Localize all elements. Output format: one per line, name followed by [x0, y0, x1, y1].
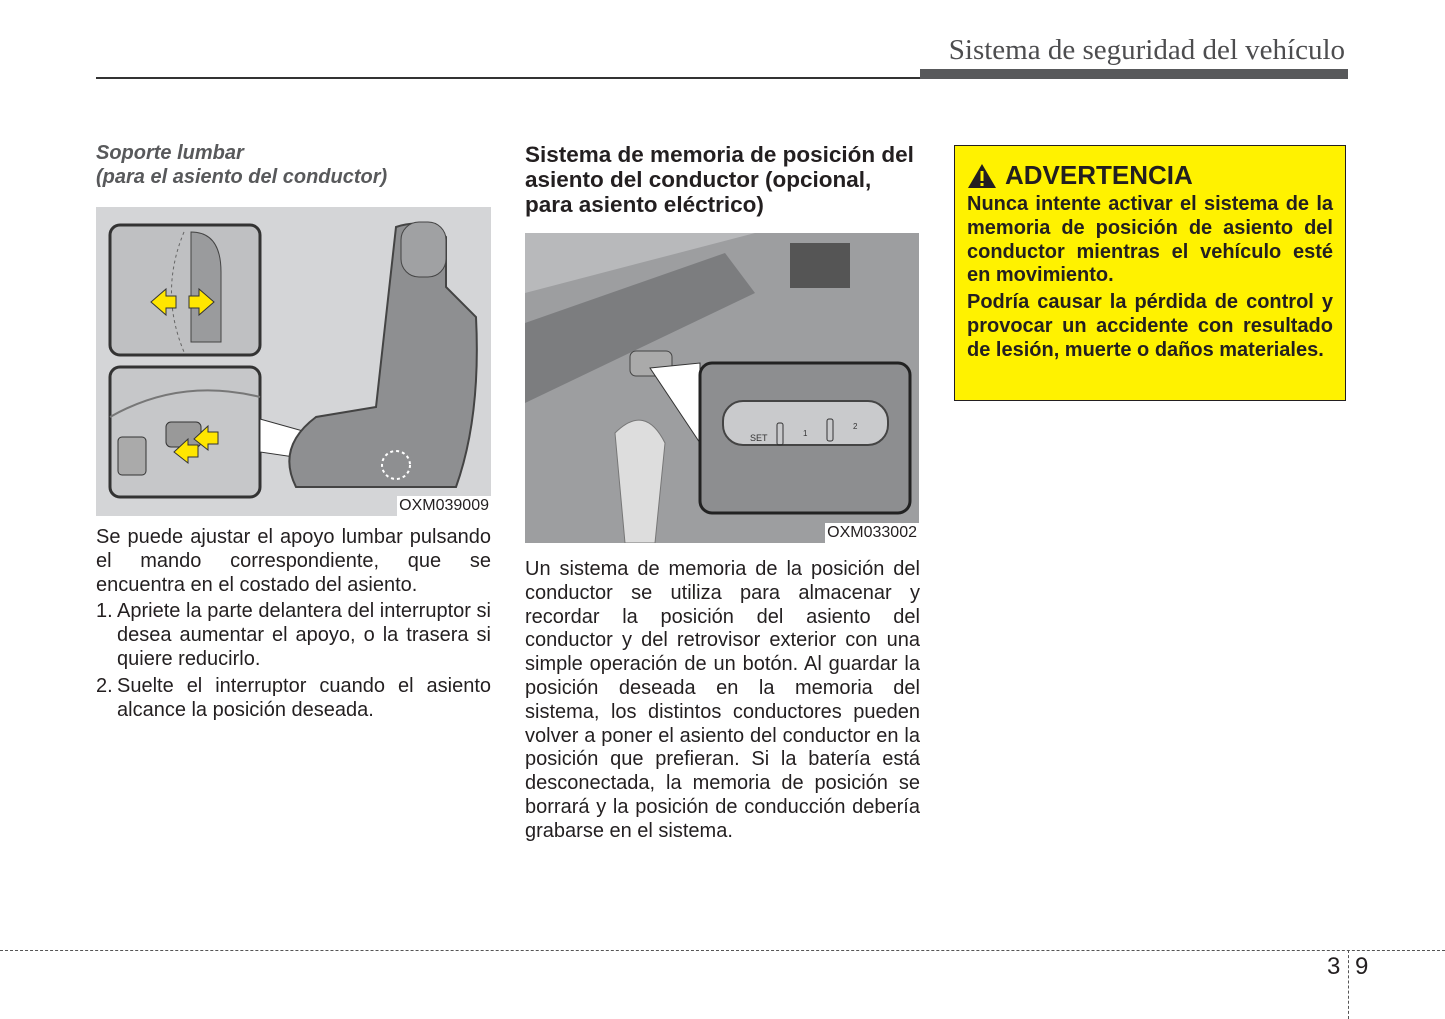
subtitle-line2: (para el asiento del conductor): [96, 166, 388, 188]
memory-2-label: 2: [853, 422, 858, 431]
warning-triangle-icon: [967, 163, 997, 189]
header-bar: [920, 69, 1348, 79]
lumbar-intro: Se puede ajustar el apoyo lumbar pulsando el mando correspondiente, que se encuentra en el costado del asiento.: [96, 526, 491, 596]
memory-figure: [525, 233, 919, 543]
lumbar-text: [96, 526, 491, 722]
column-memory: [525, 142, 920, 217]
memory-1-label: 1: [803, 429, 808, 438]
figure-code: OXM033002: [827, 524, 917, 541]
page-number: 9: [1355, 953, 1369, 980]
warning-paragraph-2: Podría causar la pérdida de control y provocar un accidente con resultado de lesión, muerte o daños materiales.: [967, 291, 1333, 361]
footer-divider: [1348, 950, 1349, 1019]
lumbar-seat-illustration: [96, 207, 491, 516]
list-item: 1. Apriete la parte delantera del interruptor si desea aumentar el apoyo, o la trasera si quiere reducirlo.: [96, 600, 491, 670]
column-lumbar: [96, 141, 491, 189]
memory-door-illustration: [525, 233, 919, 543]
chapter-number: 3: [1327, 953, 1341, 980]
lumbar-figure: [96, 207, 491, 516]
memory-text: [525, 558, 920, 844]
memory-heading: Sistema de memoria de posición del asiento del conductor (opcional, para asiento eléctrico): [525, 142, 914, 217]
set-label: SET: [750, 433, 768, 443]
subtitle-line1: Soporte lumbar: [96, 142, 244, 164]
memory-body: Un sistema de memoria de la posición del conductor se utiliza para almacenar y recordar la posición del asiento del conductor y del retrovisor exterior con una simple operación de un botón. Al guardar la posición deseada en la memoria del sistema, los distintos conductores pueden volver a poner el asiento del conductor en la posición que prefieran. Si la batería está desconectada, la memoria de posición se borrará y la posición de conducción debería grabarse en el sistema.: [525, 558, 920, 842]
list-item: 2. Suelte el interruptor cuando el asiento alcance la posición deseada.: [96, 674, 491, 721]
warning-box: [954, 145, 1346, 401]
running-header: Sistema de seguridad del vehículo: [948, 34, 1345, 66]
header-rule: [96, 77, 920, 79]
figure-code: OXM039009: [399, 497, 489, 514]
warning-paragraph-1: Nunca intente activar el sistema de la memoria de posición de asiento del conductor mientras el vehículo esté en movimiento.: [967, 193, 1333, 287]
warning-title: ADVERTENCIA: [1005, 160, 1193, 190]
footer-rule: [0, 950, 1445, 951]
